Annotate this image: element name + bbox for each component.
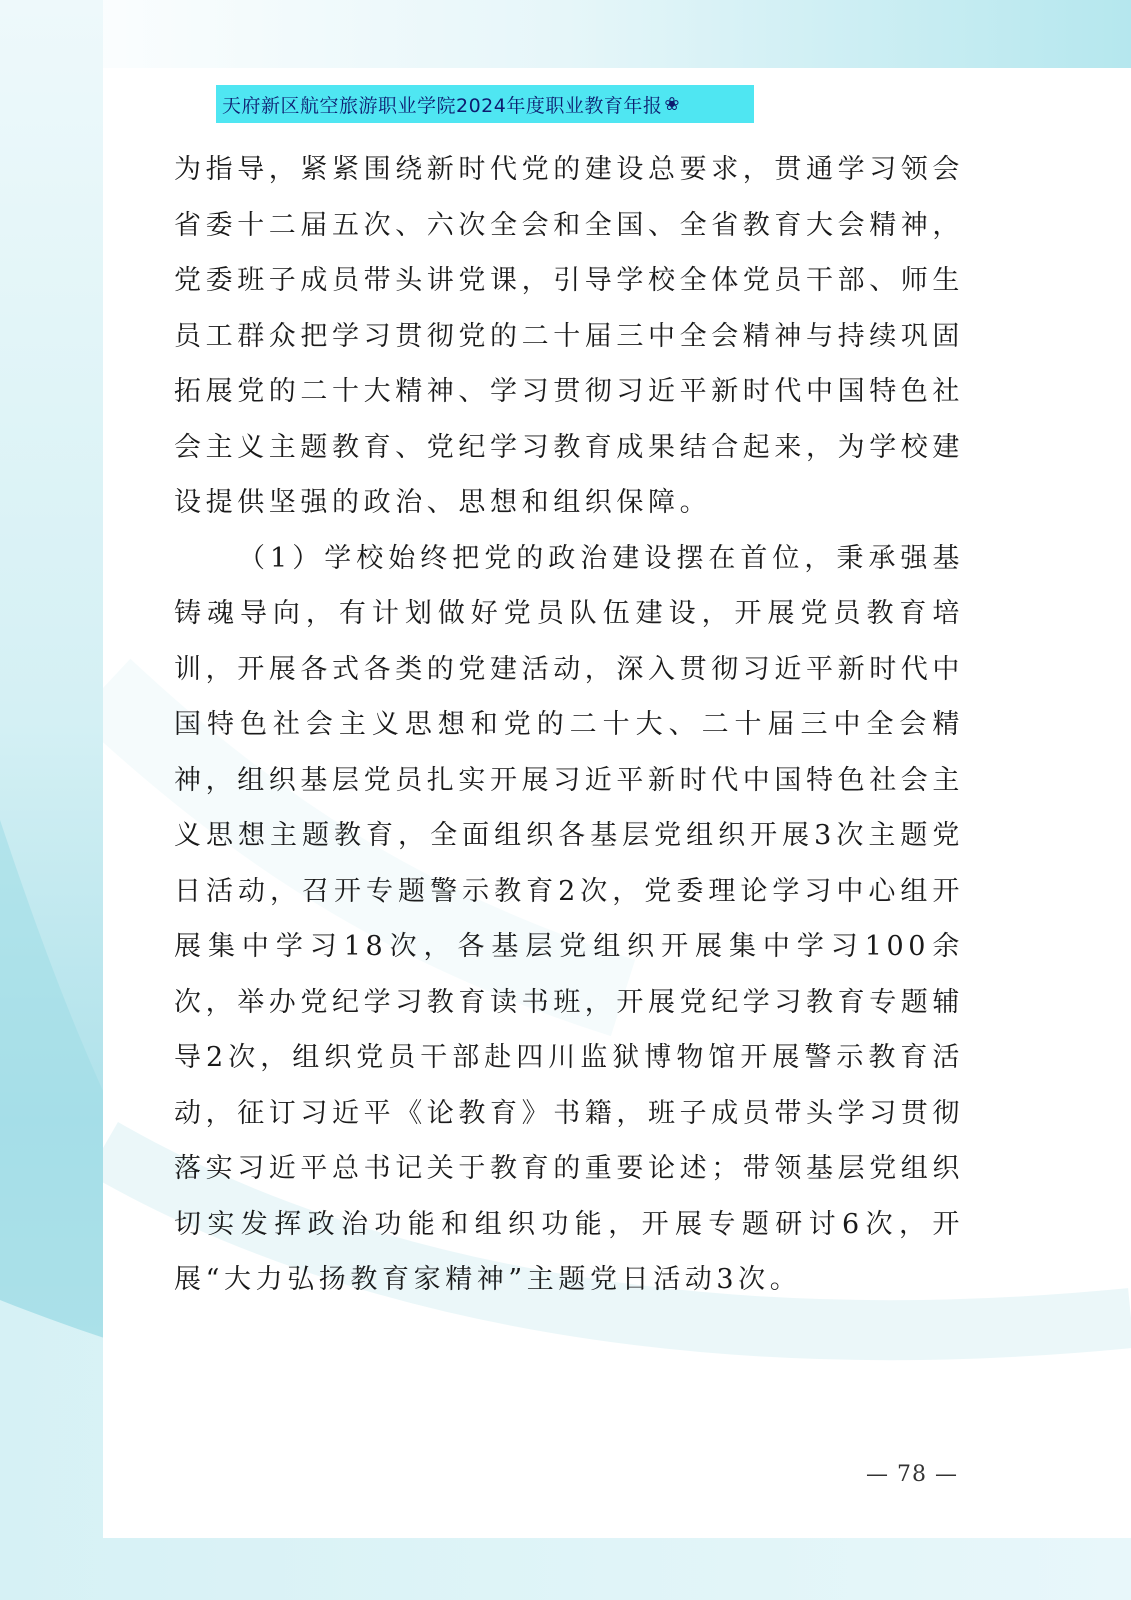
paragraph-party-building: （1）学校始终把党的政治建设摆在首位，秉承强基铸魂导向，有计划做好党员队伍建设，开展党员教育培训，开展各式各类的党建活动，深入贯彻习近平新时代中国特色社会主义思想和党的二十大、二十届三中全会精神，组织基层党员扎实开展习近平新时代中国特色社会主义思想主题教育，全面组织各基层党组织开展3次主题党日活动，召开专题警示教育2次，党委理论学习中心组开展集中学习18次，各基层党组织开展集中学习100余次，举办党纪学习教育读书班，开展党纪学习教育专题辅导2次，组织党员干部赴四川监狱博物馆开展警示教育活动，征订习近平《论教育》书籍，班子成员带头学习贯彻落实习近平总书记关于教育的重要论述；带领基层党组织切实发挥政治功能和组织功能，开展专题研讨6次，开展“大力弘扬教育家精神”主题党日活动3次。 xyxy=(174,542,964,1295)
report-body xyxy=(174,142,964,1308)
report-title: 天府新区航空旅游职业学院2024年度职业教育年报 xyxy=(222,94,663,117)
paragraph-continued: 为指导，紧紧围绕新时代党的建设总要求，贯通学习领会省委十二届五次、六次全会和全国、全省教育大会精神，党委班子成员带头讲党课，引导学校全体党员干部、师生员工群众把学习贯彻党的二十届三中全会精神与持续巩固拓展党的二十大精神、学习贯彻习近平新时代中国特色社会主义主题教育、党纪学习教育成果结合起来，为学校建设提供坚强的政治、思想和组织保障。 xyxy=(174,154,964,518)
page-number: — 78 — xyxy=(866,1462,958,1487)
report-header-banner xyxy=(216,85,754,123)
flower-icon: ❀ xyxy=(664,93,680,115)
